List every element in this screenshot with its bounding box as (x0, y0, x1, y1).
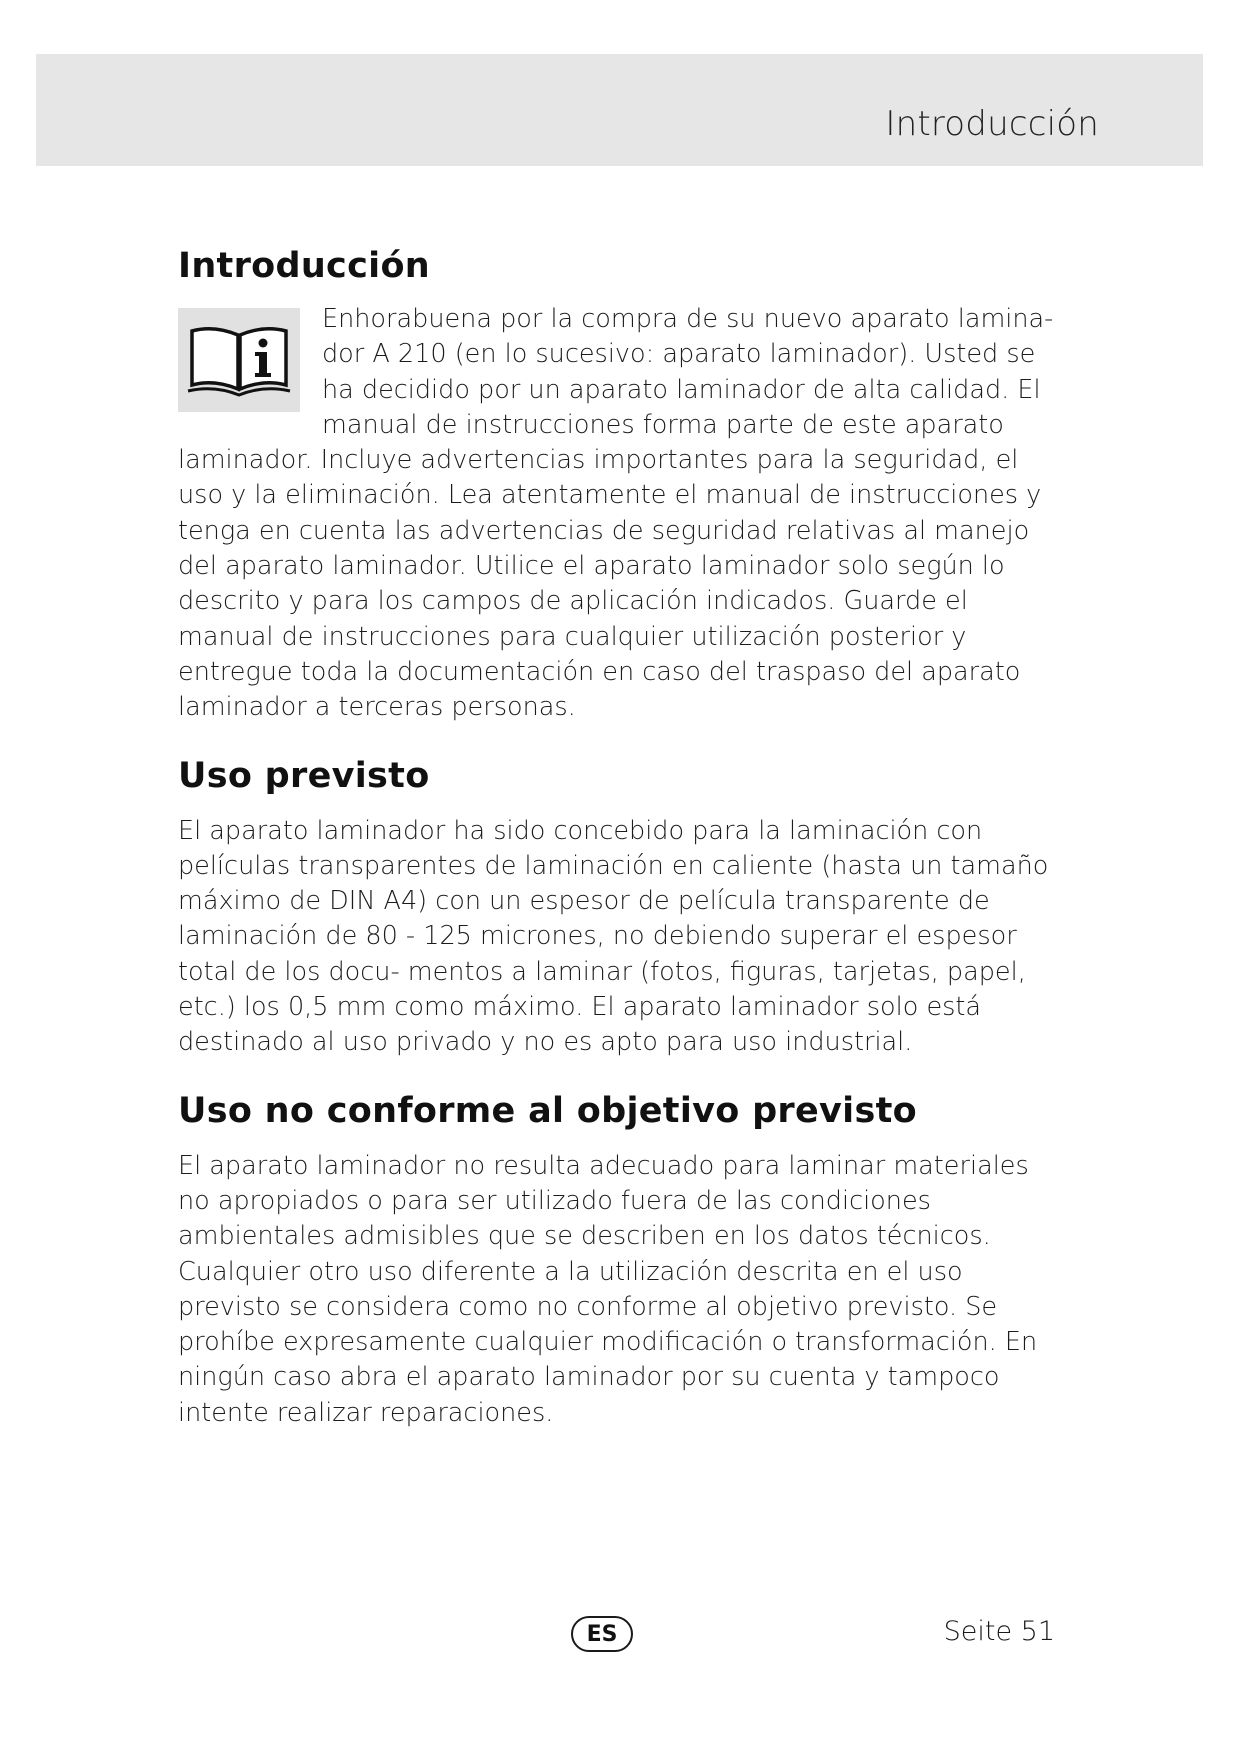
section-title-uso-previsto: Uso previsto (178, 755, 430, 796)
uso-previsto-paragraph: El aparato laminador ha sido concebido para la laminación con películas transparentes de laminación en caliente (hasta un tamaño máximo de DIN A4) con un espesor de película transparente de laminación de 80 - 125 micrones, no debiendo superar el espesor total de los docu- mentos a laminar (fotos, figuras, tarjetas, papel, etc.) los 0,5 mm como máximo. El aparato laminador solo está destinado al uso privado y no es apto para uso industrial. (178, 815, 1049, 1058)
uso-no-conforme-paragraph: El aparato laminador no resulta adecuado para laminar materiales no apropiados o para ser utilizado fuera de las condiciones ambientales admisibles que se describen en los datos técnicos. Cualquier otro uso diferente a la utilización descrita en el uso previsto se considera como no conforme al objetivo previsto. Se prohíbe expresamente cualquier modificación o transformación. En ningún caso abra el aparato laminador por su cuenta y tampoco intente realizar reparaciones. (178, 1150, 1038, 1428)
section-uso-no-conforme (178, 1091, 1058, 1431)
section-uso-previsto (178, 756, 1058, 1061)
section-title-uso-no-conforme: Uso no conforme al objetivo previsto (178, 1090, 917, 1131)
section-title-introduccion: Introducción (178, 246, 431, 286)
intro-paragraph: Enhorabuena por la compra de su nuevo aparato lamina- dor A 210 (en lo sucesivo: aparato laminador). Usted se ha decidido por un aparato laminador de alta calidad. El manual de instrucciones forma parte de este aparato laminador. Incluye advertencias importantes para la seguridad, el uso y la eliminación. Lea atentamente el manual de instrucciones y tenga en cuenta las advertencias de seguridad relativas al manejo del aparato laminador. Utilice el aparato laminador solo según lo descrito y para los campos de aplicación indicados. Guarde el manual de instrucciones para cualquier utilización posterior y entregue toda la documentación en caso del traspaso del aparato laminador a terceras personas. (178, 304, 1054, 723)
language-badge: ES (571, 1616, 633, 1652)
page-number: Seite 51 (943, 1616, 1055, 1647)
intro-block (178, 302, 1058, 726)
book-info-icon (178, 308, 300, 412)
page-content (178, 246, 1058, 1431)
header-title: Introducción (885, 104, 1099, 144)
